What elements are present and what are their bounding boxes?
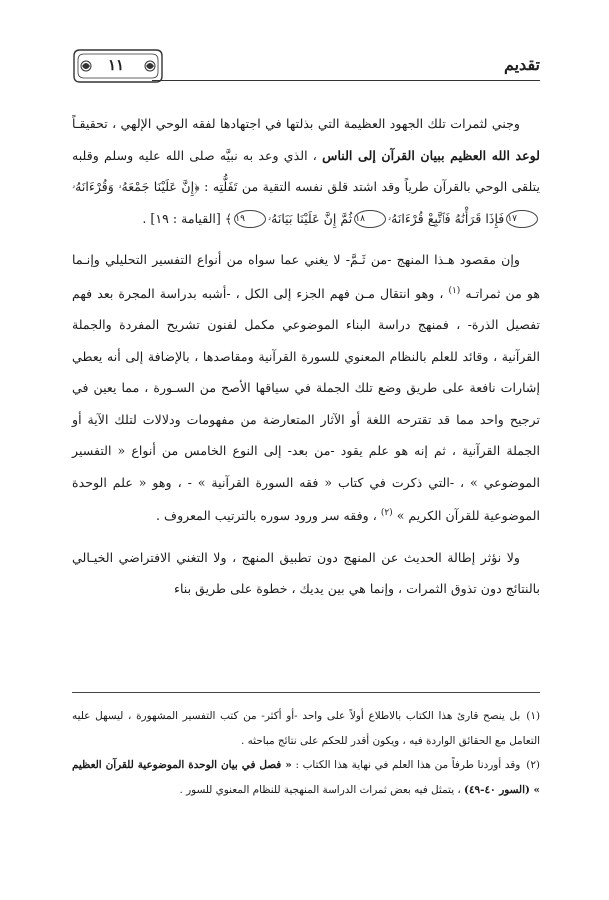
footnote-separator	[72, 692, 540, 693]
footnote-ref-1[interactable]: (١)	[448, 285, 461, 296]
footnote-2	[72, 753, 540, 802]
page-header	[72, 46, 540, 86]
verse-reference: [القيامة : ١٩] .	[142, 210, 225, 226]
paragraph-2-text-a: وإن مقصود هـذا المنهج -من ثَـمَّ- لا يغني عما سواه من أنواع التفسير التحليلي وإنـما هو من ثمراتـه	[72, 252, 541, 301]
footnote-text-b: ، يتمثل فيه بعض ثمرات الدراسة المنهجية للنظام المعنوي للسور .	[179, 783, 465, 796]
running-title: تقديم	[503, 55, 540, 74]
footnote-number: (٢)	[526, 759, 540, 771]
paragraph-1	[72, 108, 540, 234]
quran-bracket-close: ﴾	[224, 210, 233, 226]
paragraph-1-text-a: وجني لثمرات تلك الجهود العظيمة التي بذلتها في اجتهادها لفقه الوحي الإلهي ، تحقيقـاً	[72, 116, 520, 131]
header-rule	[152, 80, 540, 81]
paragraph-2	[72, 244, 540, 532]
footnotes	[72, 704, 540, 802]
paragraph-1-text-b: ، الذي وعد به نبيَّه صلى الله عليه وسلم وقلبه يتلقى الوحي بالقرآن طرياً وقد اشتد قلق نفسه التقية من تَفَلُّتِه :	[72, 147, 540, 194]
paragraph-2-text-b: ، وهو انتقال مـن فهم الجزء إلى الكل ، -أشبه بدراسة المجرة بعد فهم تفصيل الذرة- ، فمنهج دراسة البناء الموضوعي مكمل لفنون تشريح المفردة والجملة القرآنية ، وقائد للعلم بالنظام المعنوي للسورة القرآنية ومقاصدها ، بالإضافة إلى أنه يعطي إشارات نافعة على طريق وضع تلك الجملة في سياقها الأصح من السـورة ، مما يعين في ترجيح واحد مما قد تقترحه اللغة أو الآثار المتعارضة من مفهومات ودلالات لتلك الآية أو الجملة القرآنية ، ثم إنه هو علم يقود -من بعد- إلى النوع الخامس من أنواع « التفسير الموضوعي » ، -التي ذكرت في كتاب « فقه السورة القرآنية » - ، وهو « علم الوحدة الموضوعية للقرآن الكريم »	[72, 285, 540, 524]
quran-verse-17: ﴿إِنَّ عَلَيْنَا جَمْعَهُۥ وَقُرْءَانَهُۥ	[72, 179, 200, 194]
paragraph-2-text-c: ، وفقه سر ورود سوره بالترتيب المعروف .	[156, 508, 381, 524]
footnote-ref-2[interactable]: (٢)	[380, 508, 393, 519]
footnote-text-a: وقد أوردنا طرفاً من هذا العلم في نهاية هذا الكتاب :	[291, 759, 521, 771]
quran-verse-19: ثُمَّ إِنَّ عَلَيْنَا بَيَانَهُۥ	[267, 210, 353, 226]
footnote-number: (١)	[526, 710, 540, 722]
quran-verse-18: فَإِذَا قَرَأْنَٰهُ فَٱتَّبِعْ قُرْءَانَهُۥ	[387, 210, 505, 226]
footnote-bold-title: « فصل في بيان الوحدة الموضوعية للقرآن العظيم » (السور ٤٠-٤٩)	[72, 759, 540, 796]
body-text	[72, 108, 540, 605]
paragraph-3: ولا نؤثر إطالة الحديث عن المنهج دون تطبيق المنهج ، ولا التغني الافتراضي الخيـالي بالنتائج دون تذوق الثمرات ، وإنما هي بين يديك ، خطوة على طريق بناء	[72, 549, 540, 597]
aya-number-19: ١٩	[234, 210, 266, 228]
page-number: ١١	[107, 56, 125, 74]
footnote-text: بل ينصح قارئ هذا الكتاب بالاطلاع أولاً على واحد -أو أكثر- من كتب التفسير المشهورة ، ليسهل عليه التعامل مع الحقائق الواردة فيه ، ويكون أقدر للحكم على نتائج مباحثه .	[72, 710, 540, 747]
aya-number-17: ١٧	[506, 210, 538, 228]
aya-number-18: ١٨	[354, 210, 386, 228]
footnote-1	[72, 704, 540, 753]
paragraph-1-bold: لوعد الله العظيم ببيان القرآن إلى الناس	[322, 147, 540, 163]
